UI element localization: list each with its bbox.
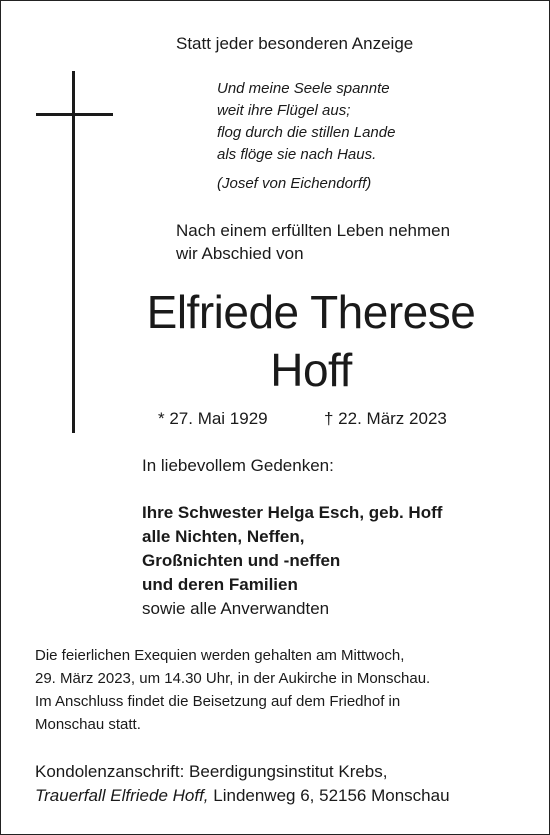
mourner-line: Großnichten und -neffen [142,551,341,570]
condolence-street: Lindenweg 6, 52156 Monschau [208,786,450,805]
header-text: Statt jeder besonderen Anzeige [176,34,414,53]
deceased-name-line2: Hoff [270,344,352,396]
death-date: † 22. März 2023 [324,409,447,428]
mourner-line-relatives: sowie alle Anverwandten [142,599,330,618]
birth-date: * 27. Mai 1929 [158,409,268,428]
service-info-line: Im Anschluss findet die Beisetzung auf dem Friedhof in [35,693,401,710]
condolence-recipient: Trauerfall Elfriede Hoff, [35,786,209,805]
poem-author: (Josef von Eichendorff) [217,175,372,192]
service-info-line: 29. März 2023, um 14.30 Uhr, in der Aukirche in Monschau. [35,670,431,687]
condolence-address-line1: Kondolenzanschrift: Beerdigungsinstitut Krebs, [35,762,388,781]
mourner-line: Ihre Schwester Helga Esch, geb. Hoff [142,503,443,522]
mourners-heading: In liebevollem Gedenken: [142,456,334,475]
poem-line: weit ihre Flügel aus; [217,102,351,119]
deceased-name-line1: Elfriede Therese [146,286,476,338]
poem-line: flog durch die stillen Lande [217,124,396,141]
mourner-line: und deren Familien [142,575,298,594]
cross-icon-bar [36,113,113,116]
condolence-address-line2 [35,784,450,808]
service-info-line: Die feierlichen Exequien werden gehalten am Mittwoch, [35,647,405,664]
intro-line: wir Abschied von [176,244,304,263]
poem-line: als flöge sie nach Haus. [217,146,377,163]
poem-line: Und meine Seele spannte [217,80,390,97]
mourner-line: alle Nichten, Neffen, [142,527,305,546]
intro-line: Nach einem erfüllten Leben nehmen [176,221,451,240]
service-info-line: Monschau statt. [35,716,141,733]
